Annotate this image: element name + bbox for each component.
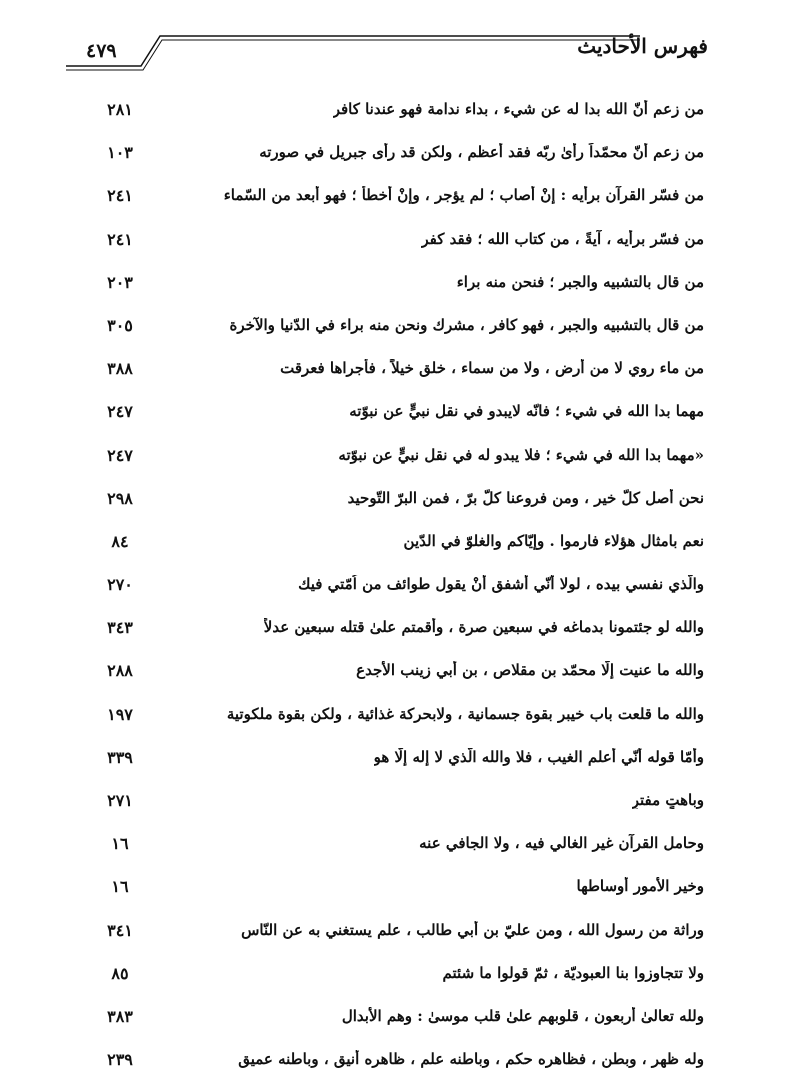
index-entry	[0, 1042, 791, 1085]
page-reference: ٨٤	[111, 531, 129, 551]
index-entry	[0, 135, 791, 178]
hadith-text: ولله تعالىٰ أربعون ، قلوبهم علىٰ قلب موسىٰ : وهم الأبدال	[341, 1006, 704, 1025]
hadith-text: والّذي نفسي بيده ، لولا أنّي أشفق أنْ يقول طوائف من اُمّتي فيك	[298, 575, 704, 594]
page-reference: ٣٨٨	[107, 359, 133, 379]
index-entry	[0, 222, 791, 265]
hadith-text: والله ما عنيت إلّا محمّد بن مقلاص ، بن أبي زينب الأجدع	[356, 661, 704, 680]
hadith-text: من قال بالتشبيه والجبر ؛ فنحن منه براء	[456, 272, 704, 291]
page-reference: ٢٠٣	[107, 272, 133, 292]
hadith-text: وباهتٍ مفترٍ	[631, 791, 704, 809]
index-entry	[0, 783, 791, 826]
hadith-text: من قال بالتشبيه والجبر ، فهو كافر ، مشرك ونحن منه براء في الدّنيا والآخرة	[229, 315, 704, 334]
page-reference: ٢٤٧	[107, 402, 133, 422]
hadith-text: وله ظهر ، وبطن ، فظاهره حكم ، وباطنه علم ، ظاهره أنيق ، وباطنه عميق	[238, 1050, 704, 1069]
page-reference: ٣٨٣	[107, 1006, 133, 1026]
hadith-text: وراثة من رسول الله ، ومن عليّ بن أبي طالب ، علم يستغني به عن النّاس	[241, 920, 704, 939]
page-reference: ٢٤٧	[107, 445, 133, 465]
page-reference: ٢٤١	[107, 186, 133, 206]
page-reference: ٢٤١	[107, 229, 133, 249]
page-reference: ٣٠٥	[107, 315, 133, 335]
hadith-text: مهما بدا الله في شيء ؛ فانّه لايبدو في نقل نبيٍّ عن نبوّته	[349, 402, 704, 421]
index-entry	[0, 999, 791, 1042]
page-reference: ٨٥	[111, 963, 129, 983]
hadith-text: نعم بامثال هؤلاء فارموا . وإيّاكم والغلوّ في الدّين	[403, 531, 704, 550]
index-entry	[0, 653, 791, 696]
hadith-index-list	[0, 92, 791, 1085]
page-reference: ٢٩٨	[107, 488, 133, 508]
page-title: فهرس الأحاديث	[577, 34, 708, 58]
page-reference: ١٦	[111, 877, 129, 897]
index-entry	[0, 913, 791, 956]
index-entry	[0, 351, 791, 394]
index-entry	[0, 308, 791, 351]
index-entry	[0, 956, 791, 999]
index-entry	[0, 610, 791, 653]
page-reference: ١٦	[111, 834, 129, 854]
page-reference: ٢٧٠	[107, 575, 133, 595]
index-entry	[0, 92, 791, 135]
index-entry	[0, 481, 791, 524]
hadith-text: من فسّر القرآن برأيه : إنْ أصاب ؛ لم يؤجر ، وإنْ أخطأ ؛ فهو أبعد من السّماء	[223, 186, 704, 205]
page-reference: ٢٣٩	[107, 1050, 133, 1070]
index-entry	[0, 567, 791, 610]
hadith-text: من زعم أنّ محمّداً رأىٰ ربّه فقد أعظم ، ولكن قد رأى جبريل في صورته	[259, 143, 704, 162]
page-reference: ٢٧١	[107, 791, 133, 810]
hadith-text: من ماء روي لا من أرض ، ولا من سماء ، خلق خيلاً ، فأجراها فعرقت	[280, 359, 704, 378]
index-entry	[0, 394, 791, 437]
index-entry	[0, 178, 791, 221]
hadith-text: والله ما قلعت باب خيبر بقوة جسمانية ، ولابحركة غذائية ، ولكن بقوة ملكوتية	[226, 704, 704, 723]
page-reference: ٢٨١	[107, 100, 133, 119]
index-entry	[0, 740, 791, 783]
hadith-text: والله لو جئتمونا بدماغه في سبعين صرة ، وأقمتم علىٰ قتله سبعين عدلاً	[263, 618, 704, 637]
page-reference: ٣٤٣	[107, 618, 133, 638]
page-reference: ٢٨٨	[107, 661, 133, 681]
hadith-text: ولا تتجاوزوا بنا العبوديّة ، ثمّ قولوا ما شئتم	[442, 963, 704, 982]
hadith-text: من فسّر برأيه ، آيةً ، من كتاب الله ؛ فقد كفر	[421, 229, 704, 248]
page-reference: ٣٤١	[107, 920, 133, 940]
hadith-text: وحامل القرآن غير الغالي فيه ، ولا الجافي عنه	[419, 834, 704, 853]
page-reference: ١٠٣	[107, 143, 133, 163]
hadith-text: وأمّا قوله أنّي أعلم الغيب ، فلا والله الّذي لا إله إلّا هو	[373, 747, 704, 766]
page-number: ٤٧٩	[86, 40, 117, 62]
index-entry	[0, 438, 791, 481]
index-entry	[0, 265, 791, 308]
index-entry	[0, 869, 791, 912]
hadith-text: وخير الأُمور أوساطها	[576, 877, 704, 896]
hadith-text: «مهما بدا الله في شيء ؛ فلا يبدو له في نقل نبيٍّ عن نبوّته	[338, 445, 704, 464]
hadith-text: نحن أصل كلّ خير ، ومن فروعنا كلّ برّ ، فمن البرّ التّوحيد	[347, 488, 704, 507]
page-header	[66, 28, 708, 72]
index-entry	[0, 524, 791, 567]
index-entry	[0, 697, 791, 740]
page-reference: ١٩٧	[107, 704, 133, 724]
hadith-text: من زعم أنّ الله بدا له عن شيء ، بداء ندامة فهو عندنا كافر	[332, 100, 704, 118]
index-entry	[0, 826, 791, 869]
page-reference: ٣٣٩	[107, 747, 133, 767]
